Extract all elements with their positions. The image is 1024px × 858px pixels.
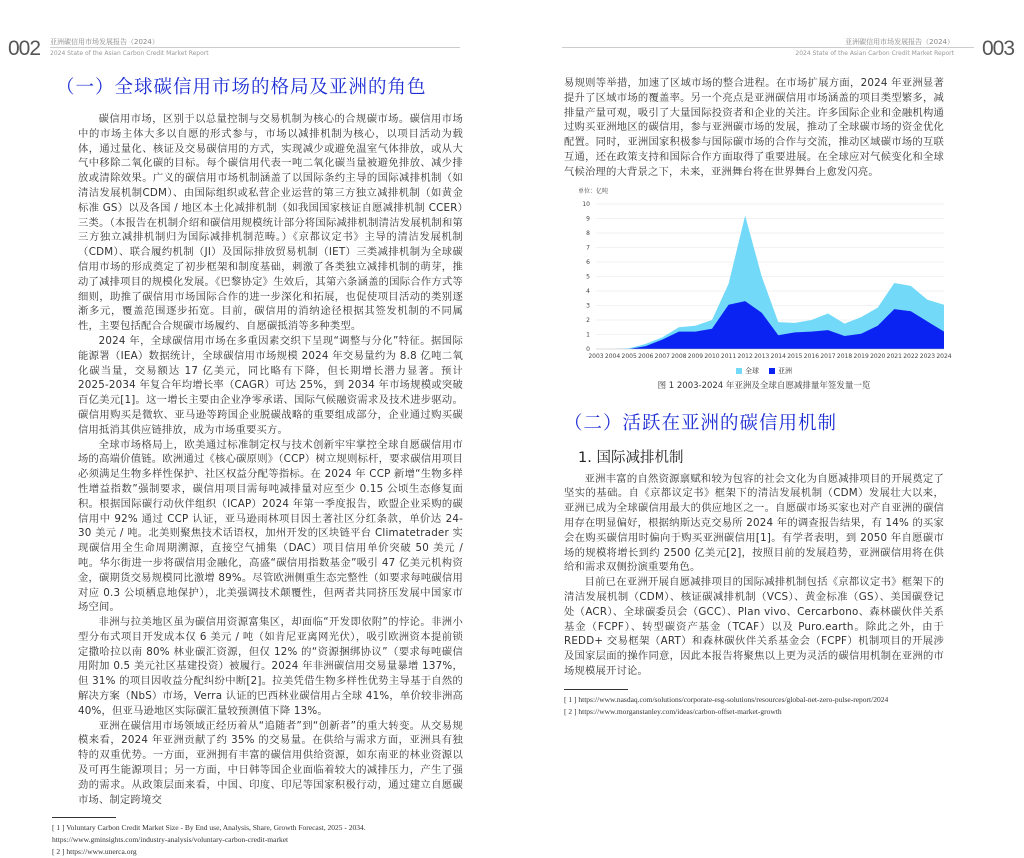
paragraph: 亚洲丰富的自然资源禀赋和较为包容的社会文化为自愿减排项目的开展奠定了坚实的基础。自《京都议定书》框架下的清洁发展机制（CDM）发展壮大以来，亚洲已成为全球碳信用最大的供应地区之一。自愿碳市场买家也对产自亚洲的碳信用存在明显偏好，根据纳斯达克交易所 2024 年的调查报告结果，有 14% 的买家会在购买碳信用时偏向于购买亚洲碳信用[1]。有学者表明，到 2050 年自愿碳市场的规模将增长到约 2500 亿美元[2]，按照目前的发展趋势，亚洲碳信用将在供给和需求双侧扮演重要角色。 (564, 472, 944, 574)
y-tick-label: 10 (582, 200, 590, 208)
paragraph: 碳信用市场，区别于以总量控制与交易机制为核心的合规碳市场。碳信用市场中的市场主体大多以自愿的形式参与，市场以减排机制为核心，以项目活动为载体，通过量化、核证及交易碳信用的方式，实现减少或避免温室气体排放，或从大气中移除二氧化碳的目标。每个碳信用代表一吨二氧化碳当量被避免排放、减少排放或清除效果。广义的碳信用市场机制涵盖了以国际条约主导的国际减排机制（如清洁发展机制CDM）、由国际组织或私营企业运营的第三方独立减排机制（如黄金标准 GS）以及各国 / 地区本土化减排机制（如我国国家核证自愿减排机制 CCER）三类。（本报告在机制介绍和碳信用规模统计部分将国际减排机制清洁发展机制和第三方独立减排机制归为国际减排机制范畴。）《京都议定书》主导的清洁发展机制（CDM）、联合履约机制（JI）及国际排放贸易机制（IET）三类减排机制为全球碳信用市场的形成奠定了初步框架和制度基础，刺激了各类独立减排机制的萌芽，推动了减排项目的规模化发展。《巴黎协定》生效后，其第六条涵盖的国际合作方式等细则，助推了碳信用市场国际合作的进一步深化和拓展，也促使项目活动的类别逐渐多元，覆盖范围逐步拓宽。目前，碳信用的消纳途径根据其签发机制的不同属性，主要包括配合合规碳市场履约、自愿碳抵消等多种类型。 (78, 113, 463, 333)
right-page-content (564, 76, 964, 718)
x-tick-label: 2021 (886, 352, 902, 360)
x-tick-label: 2013 (754, 352, 770, 360)
chart-legend (564, 366, 964, 376)
footnote-rule (564, 689, 628, 690)
running-header-en: 2024 State of the Asian Carbon Credit Market Report (795, 50, 954, 57)
x-tick-label: 2014 (770, 352, 786, 360)
page-number: 003 (982, 37, 1015, 60)
x-tick-label: 2005 (621, 352, 637, 360)
legend-label: 亚洲 (778, 366, 792, 375)
footnotes (564, 694, 964, 718)
unit-label: 单位：亿吨 (578, 187, 609, 195)
area-chart (564, 186, 964, 364)
x-tick-label: 2015 (787, 352, 803, 360)
paragraph: 亚洲在碳信用市场领域正经历着从“追随者”到“创新者”的重大转变。从交易规模来看，2024 年亚洲贡献了约 35% 的交易量。在供给与需求方面，亚洲具有独特的双重优势。一方面，亚洲拥有丰富的碳信用供给资源，如东南亚的林业资源以及可再生能源项目；另一方面，中日韩等国企业面临着较大的减排压力，产生了强劲的需求。从政策层面来看，中国、印度、印尼等国家积极行动，通过建立自愿碳市场、制定跨境交 (78, 719, 463, 806)
y-tick-label: 5 (586, 273, 590, 281)
x-tick-label: 2022 (903, 352, 919, 360)
running-header-cn: 亚洲碳信用市场发展报告（2024） (845, 38, 954, 46)
x-tick-label: 2009 (687, 352, 704, 360)
subsection-title: 1. 国际减排机制 (578, 449, 684, 466)
section-title: （二）活跃在亚洲的碳信用机制 (564, 412, 838, 434)
paragraph: 目前已在亚洲开展自愿减排项目的国际减排机制包括《京都议定书》框架下的清洁发展机制（CDM）、核证碳减排机制（VCS）、黄金标准（GS）、美国碳登记处（ACR）、全球碳委员会（GCC）、Plan vivo、Cercarbono、森林碳伙伴关系基金（FCPF）、转型碳资产基金（TCAF）以及 Puro.earth。除此之外，由于 REDD+ 交易框架（ART）和森林碳伙伴关系基金会（FCPF）机制项目的开展涉及国家层面的操作同意，因此本报告将聚焦以上更为灵活的碳信用机制在亚洲的市场规模展开讨论。 (564, 576, 944, 677)
paragraph: 非洲与拉美地区虽为碳信用资源富集区，却面临“开发即依附”的悖论。非洲小型分布式项目开发成本仅 6 美元 / 吨（如肯尼亚离网光伏），吸引欧洲资本提前锁定撒哈拉以南 80% 林业碳汇资源，但仅 12% 的“资源捆绑协议”（要求每吨碳信用附加 0.5 美元社区基建投资）被履行。2024 年非洲碳信用交易量暴增 137%，但 31% 的项目因收益分配纠纷中断[2]。拉美凭借生物多样性优势主导基于自然的解决方案（NbS）市场，Verra 认证的巴西林业碳信用占全球 41%，单价较非洲高 40%，但亚马逊地区实际碳汇量较预测值下降 13%。 (78, 616, 463, 717)
y-tick-label: 1 (586, 331, 590, 339)
legend-swatch (769, 368, 775, 374)
y-tick-label: 7 (586, 244, 590, 252)
header-rule (562, 47, 974, 48)
chart-svg (564, 186, 964, 364)
header-rule (50, 47, 460, 48)
legend-item-global (736, 366, 759, 376)
y-tick-label: 2 (586, 316, 590, 324)
footnotes (52, 822, 463, 858)
legend-swatch (736, 368, 742, 374)
x-tick-label: 2016 (803, 352, 820, 360)
x-tick-label: 2010 (704, 352, 720, 360)
footnote: [ 1 ] Voluntary Carbon Credit Market Size - By End use, Analysis, Share, Growth Forecast, 2025 - 2034. https://www.gminsights.com/industry-analysis/voluntary-carbon-credit-market (52, 823, 366, 845)
body-text (56, 112, 463, 807)
legend-label: 全球 (745, 366, 759, 375)
y-tick-label: 3 (586, 302, 590, 310)
footnote-rule (52, 817, 116, 818)
x-tick-label: 2023 (919, 352, 936, 360)
intro-text (564, 76, 944, 180)
footnote: [ 1 ] https://www.nasdaq.com/solutions/corporate-esg-solutions/resources/global-net-zero-pulse-report/2024 (564, 694, 889, 704)
y-tick-label: 6 (586, 258, 590, 266)
x-tick-label: 2018 (836, 352, 853, 360)
left-page-content (52, 76, 463, 858)
x-tick-label: 2020 (870, 352, 886, 360)
footnote: [ 2 ] https://www.morganstanley.com/ideas/carbon-offset-market-growth (564, 706, 782, 716)
page-number: 002 (8, 37, 41, 60)
paragraph: 2024 年，全球碳信用市场在多重因素交织下呈现“调整与分化”特征。据国际能源署（IEA）数据统计，全球碳信用市场规模 2024 年交易量约为 8.8 亿吨二氧化碳当量，交易额达 17 亿美元，同比略有下降，但长期增长潜力显著。预计 2025-2034 年复合年均增长率（CAGR）可达 25%，到 2034 年市场规模或突破百亿美元[1]。这一增长主要由企业净零承诺、国际气候融资需求及技术进步驱动。碳信用购买是微软、亚马逊等跨国企业脱碳战略的重要组成部分，企业通过购买碳信用抵消其供应链排放，成为市场重要买方。 (78, 334, 463, 436)
body-text (564, 472, 944, 679)
x-tick-label: 2024 (936, 352, 952, 360)
chart-caption: 图 1 2003-2024 年亚洲及全球自愿减排量年签发量一览 (657, 380, 871, 391)
x-tick-label: 2006 (638, 352, 654, 360)
running-header-en: 2024 State of the Asian Carbon Credit Market Report (50, 50, 209, 57)
x-tick-label: 2019 (853, 352, 869, 360)
x-tick-label: 2011 (720, 352, 737, 360)
running-header-cn: 亚洲碳信用市场发展报告（2024） (50, 38, 159, 46)
x-tick-label: 2008 (671, 352, 687, 360)
x-tick-label: 2017 (820, 352, 836, 360)
y-tick-label: 0 (586, 345, 590, 353)
y-tick-label: 8 (586, 229, 590, 237)
x-tick-label: 2004 (604, 352, 621, 360)
y-tick-label: 9 (586, 215, 590, 223)
section-title: （一）全球碳信用市场的格局及亚洲的角色 (56, 77, 427, 98)
legend-item-asia (769, 366, 792, 376)
x-tick-label: 2012 (737, 352, 753, 360)
x-tick-label: 2003 (588, 352, 604, 360)
paragraph: 全球市场格局上，欧美通过标准制定权与技术创新牢牢掌控全球自愿碳信用市场的高端价值链。欧洲通过《核心碳原则》（CCP）树立规则标杆，要求碳信用项目必须满足生物多样性保护、社区权益分配等指标。在 2024 年 CCP 新增“生物多样性增益指数”强制要求，碳信用项目需每吨减排量对应至少 0.15 公顷生态修复面积。根据国际碳行动伙伴组织（ICAP）2024 年第一季度报告，欧盟企业采购的碳信用中 92% 通过 CCP 认证，亚马逊雨林项目因土著社区分红条款，单价达 24-30 美元 / 吨。北美则聚焦技术话语权，加州开发的区块链平台 Climatetrader 实现碳信用全生命周期溯源，直接空气捕集（DAC）项目信用单价突破 50 美元 / 吨。华尔街进一步将碳信用金融化，高盛“碳信用指数基金”吸引 47 亿美元机构资金，碳期货交易规模同比激增 89%。尽管欧洲侧重生态完整性（如要求每吨碳信用对应 0.3 公顷栖息地保护），北美强调技术颠覆性，但两者共同挤压发展中国家市场空间。 (78, 438, 463, 614)
y-tick-label: 4 (586, 287, 590, 295)
x-tick-label: 2007 (654, 352, 670, 360)
footnote: [ 2 ] https://www.unerca.org (52, 847, 137, 857)
paragraph: 易规则等举措，加速了区域市场的整合进程。在市场扩展方面，2024 年亚洲显著提升了区域市场的覆盖率。另一个亮点是亚洲碳信用市场涵盖的项目类型繁多，减排量产量可观，吸引了大量国际投资者和企业的关注。许多国际企业和金融机构通过购买亚洲地区的碳信用，参与亚洲碳市场的发展，推动了全球碳市场的资金优化配置。同时，亚洲国家积极参与国际碳市场的合作与交流，推动区域碳市场的互联互通，还在政策支持和国际合作方面取得了重要进展。在全球应对气候变化和全球气候治理的大背景之下，未来，亚洲舞台将在世界舞台上愈发闪亮。 (564, 77, 944, 178)
